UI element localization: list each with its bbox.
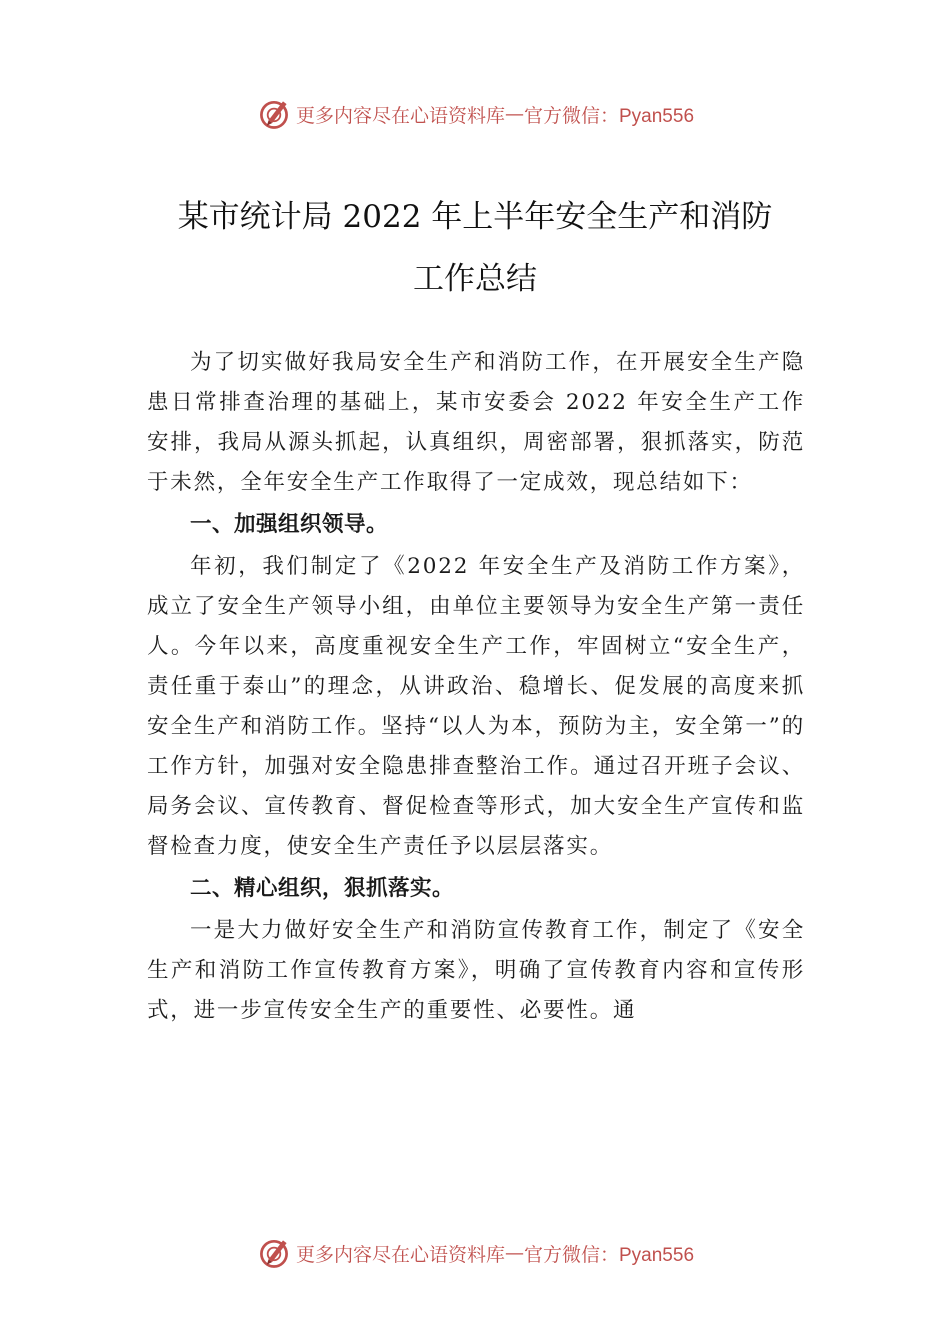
watermark-wechat: 官方微信：Pyan556 (524, 105, 695, 127)
title-line-2: 工作总结 (413, 261, 537, 297)
section-1-paragraph: 年初，我们制定了《2022 年安全生产及消防工作方案》，成立了安全生产领导小组，由单位主要领导为安全生产第一责任人。今年以来，高度重视安全生产工作，牢固树立“安全生产，责任重于泰山”的理念，从讲政治、稳增长、促发展的高度来抓安全生产和消防工作。坚持“以人为本，预防为主，安全第一”的工作方针，加强对安全隐患排查整治工作。通过召开班子会议、局务会议、宣传教育、督促检查等形式，加大安全生产宣传和监督检查力度，使安全生产责任予以层层落实。 (147, 554, 805, 859)
watermark-separator: — (505, 103, 524, 125)
watermark-brand: 更多内容尽在心语资料库 (295, 1243, 505, 1266)
footer-watermark (0, 1233, 950, 1273)
intro-paragraph: 为了切实做好我局安全生产和消防工作，在开展安全生产隐患日常排查治理的基础上，某市安委会 2022 年安全生产工作安排，我局从源头抓起，认真组织，周密部署，狠抓落实，防范于未然，全年安全生产工作取得了一定成效，现总结如下： (147, 350, 805, 495)
section-2-heading: 二、精心组织，狠抓落实。 (190, 876, 455, 901)
watermark-wechat: 官方微信：Pyan556 (524, 1244, 695, 1266)
section-1-heading: 一、加强组织领导。 (190, 512, 389, 537)
pen-circle-logo-icon (256, 96, 292, 132)
header-watermark (0, 94, 950, 134)
watermark-separator: — (505, 1242, 524, 1264)
watermark-brand: 更多内容尽在心语资料库 (295, 104, 505, 127)
document-body (147, 343, 805, 1031)
section-2-paragraph: 一是大力做好安全生产和消防宣传教育工作，制定了《安全生产和消防工作宣传教育方案》，明确了宣传教育内容和宣传形式，进一步宣传安全生产的重要性、必要性。通 (147, 918, 805, 1023)
title-line-1: 某市统计局 2022 年上半年安全生产和消防 (177, 199, 773, 235)
pen-circle-logo-icon (256, 1235, 292, 1271)
document-title (140, 186, 810, 310)
